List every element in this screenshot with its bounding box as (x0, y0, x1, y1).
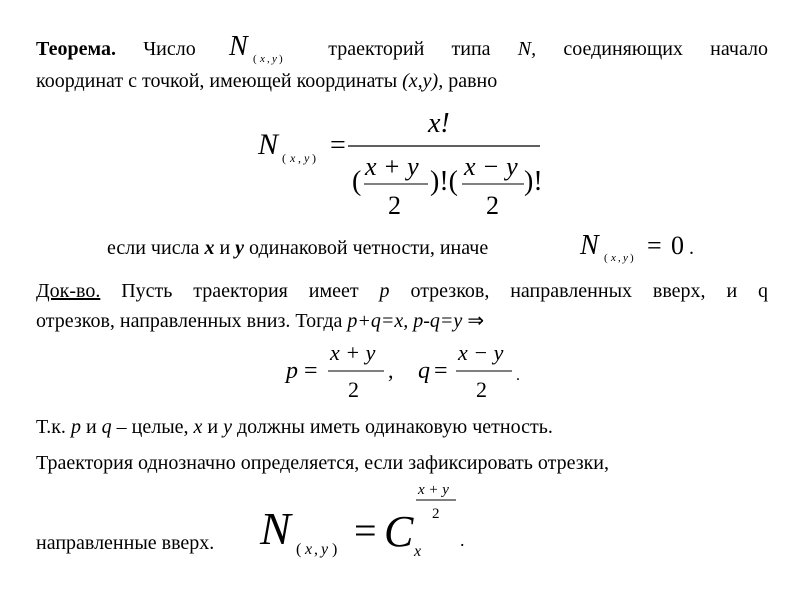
equation-sum: p+q=x, (347, 310, 409, 332)
equals-sign: = (304, 358, 318, 384)
sub-x: x (305, 541, 313, 558)
inner-denominator: 2 (388, 191, 401, 220)
sub-paren: ) (312, 151, 316, 165)
sub-paren: ( (282, 151, 286, 165)
sub-y: y (304, 151, 310, 165)
theorem-text: траекторий типа (328, 38, 491, 60)
formula-N: N (580, 230, 599, 261)
sub-x: x (290, 151, 296, 165)
exponent-numerator: x + y (418, 482, 449, 498)
coords: (x,y), (402, 70, 444, 92)
condition-text: одинаковой четности, иначе (249, 237, 489, 259)
conclusion-line-1 (36, 448, 609, 478)
sub-paren: ) (279, 53, 283, 65)
equals-sign: = (330, 130, 346, 161)
sub-paren: ( (253, 53, 257, 65)
inner-denominator: 2 (486, 191, 499, 220)
sub-paren: ) (630, 252, 634, 264)
numerator: x! (428, 108, 450, 139)
period: . (516, 367, 520, 384)
sub-paren: ( (296, 541, 302, 558)
exponent-denominator: 2 (432, 506, 440, 522)
theorem-line-2 (36, 66, 768, 96)
comma: , (388, 358, 394, 383)
equals-sign: = (434, 358, 448, 384)
paren-factorial: )!( (430, 166, 458, 197)
proof-line-1 (36, 276, 768, 306)
note-text: должны иметь одинаковую четность. (237, 416, 553, 438)
formula-N: N (260, 503, 291, 554)
sub-y: y (272, 53, 277, 65)
period: . (689, 237, 694, 259)
inner-numerator: x + y (365, 152, 419, 181)
numerator: x + y (330, 340, 376, 365)
sub-comma: , (267, 53, 270, 65)
var-y: y (223, 416, 232, 438)
sub-y: y (321, 541, 329, 558)
zero: 0 (671, 231, 684, 260)
var-p: p (70, 416, 81, 438)
inner-numerator: x − y (464, 152, 518, 181)
var-p: p (286, 358, 298, 384)
main-formula (252, 102, 552, 224)
var-q: q (418, 358, 430, 384)
var-q: q (101, 416, 112, 438)
condition-text: и (219, 237, 231, 259)
inline-formula-N (225, 28, 305, 72)
theorem-text: координат с точкой, имеющей координаты (36, 70, 398, 92)
theorem-line-1 (36, 34, 768, 64)
sub-x: x (611, 252, 616, 264)
pq-formula (284, 340, 534, 410)
proof-text: Пусть траектория имеет (121, 280, 359, 302)
sub-comma: , (618, 252, 621, 264)
note-line (36, 412, 553, 442)
formula-N: N (258, 128, 279, 161)
final-formula (256, 476, 476, 560)
var-y: y (235, 237, 245, 259)
note-text: Т.к. (36, 416, 66, 438)
sub-y: y (623, 252, 628, 264)
period: . (460, 530, 465, 550)
equation-diff: p-q=y (413, 310, 463, 332)
zero-formula (574, 226, 704, 270)
theorem-label: Теорема. (36, 38, 116, 60)
type-letter: N, (517, 38, 537, 60)
implies-icon: ⇒ (467, 310, 485, 332)
sub-x: x (260, 53, 265, 65)
sub-x: x (414, 543, 422, 560)
equals-sign: = (647, 231, 662, 260)
condition-text: если числа (107, 237, 200, 259)
proof-text: отрезков, направленных вниз. Тогда (36, 310, 343, 332)
theorem-text: соединяющих начало (563, 38, 769, 60)
var-x: x (193, 416, 203, 438)
note-text: и (207, 416, 219, 438)
denominator: 2 (476, 377, 487, 402)
formula-C: C (384, 507, 414, 556)
sub-comma: , (314, 541, 318, 558)
var-x: x (204, 237, 215, 259)
proof-text: отрезков, направленных вверх, и q (410, 280, 769, 302)
denominator: 2 (348, 377, 359, 402)
conclusion-line-2 (36, 528, 214, 558)
paren: ( (352, 166, 362, 197)
theorem-text: равно (448, 70, 498, 92)
sub-paren: ( (604, 252, 608, 264)
proof-label: Док-во. (36, 280, 101, 302)
sub-comma: , (298, 151, 301, 165)
condition-line (107, 234, 488, 262)
equals-sign: = (354, 508, 377, 553)
formula-N: N (229, 31, 248, 62)
note-text: и (85, 416, 97, 438)
var-p: p (379, 280, 390, 302)
paren-factorial: )! (524, 166, 543, 197)
sub-paren: ) (332, 541, 338, 558)
proof-line-2 (36, 306, 768, 336)
conclusion-text: направленные вверх. (36, 532, 215, 554)
numerator: x − y (458, 340, 504, 365)
theorem-text: Число (143, 38, 196, 60)
conclusion-text: Траектория однозначно определяется, если зафиксировать отрезки, (36, 452, 610, 474)
note-text: – целые, (116, 416, 189, 438)
